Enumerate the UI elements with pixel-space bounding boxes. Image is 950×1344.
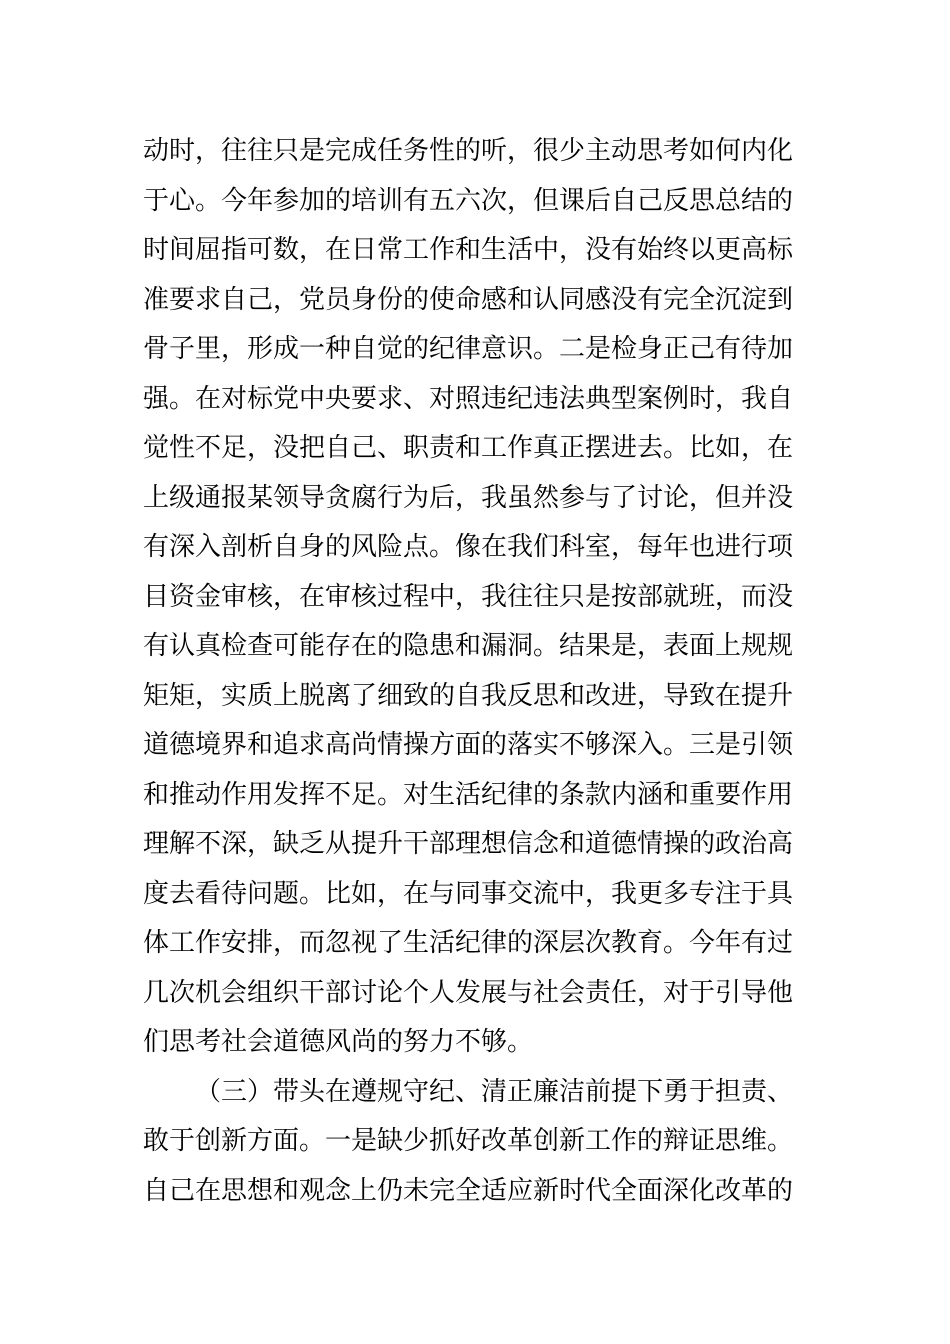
text-line: 强。在对标党中央要求、对照违纪违法典型案例时，我自 xyxy=(143,383,794,414)
text-line: 有认真检查可能存在的隐患和漏洞。结果是，表面上规规 xyxy=(143,631,794,661)
text-line: 准要求自己，党员身份的使命感和认同感没有完全沉淀到 xyxy=(143,284,794,315)
text-line: 几次机会组织干部讨论个人发展与社会责任，对于引导他 xyxy=(143,977,794,1008)
text-line: 目资金审核，在审核过程中，我往往只是按部就班，而没 xyxy=(143,581,794,612)
body-text xyxy=(143,127,813,1216)
section-heading-line: （三）带头在遵规守纪、清正廉洁前提下勇于担责、 xyxy=(195,1076,794,1107)
text-line: 自己在思想和观念上仍未完全适应新时代全面深化改革的 xyxy=(143,1175,794,1206)
text-line: 时间屈指可数，在日常工作和生活中，没有始终以更高标 xyxy=(143,235,794,265)
text-line: 有深入剖析自身的风险点。像在我们科室，每年也进行项 xyxy=(143,532,794,562)
text-line: 和推动作用发挥不足。对生活纪律的条款内涵和重要作用 xyxy=(143,779,794,810)
text-line: 矩矩，实质上脱离了细致的自我反思和改进，导致在提升 xyxy=(143,680,794,711)
text-line: 度去看待问题。比如，在与同事交流中，我更多专注于具 xyxy=(143,878,794,909)
text-line: 动时，往往只是完成任务性的听，很少主动思考如何内化 xyxy=(143,136,794,166)
text-line: 敢于创新方面。一是缺少抓好改革创新工作的辩证思维。 xyxy=(143,1126,794,1156)
text-line: 骨子里，形成一种自觉的纪律意识。二是检身正己有待加 xyxy=(143,334,794,364)
text-line: 道德境界和追求高尚情操方面的落实不够深入。三是引领 xyxy=(143,730,794,760)
text-line: 上级通报某领导贪腐行为后，我虽然参与了讨论，但并没 xyxy=(143,482,794,513)
text-line: 体工作安排，而忽视了生活纪律的深层次教育。今年有过 xyxy=(143,928,794,958)
text-line: 们思考社会道德风尚的努力不够。 xyxy=(143,1027,534,1057)
text-line: 于心。今年参加的培训有五六次，但课后自己反思总结的 xyxy=(143,185,794,216)
text-line: 觉性不足，没把自己、职责和工作真正摆进去。比如，在 xyxy=(143,433,794,463)
text-line: 理解不深，缺乏从提升干部理想信念和道德情操的政治高 xyxy=(143,829,794,859)
